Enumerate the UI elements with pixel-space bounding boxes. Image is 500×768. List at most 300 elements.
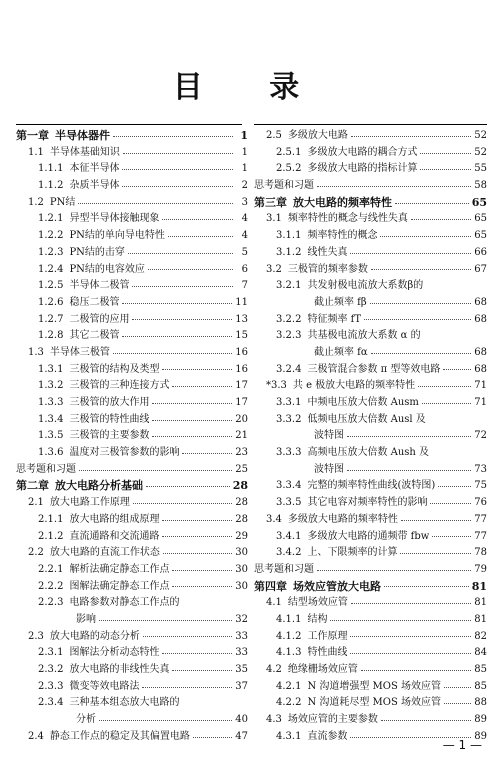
toc-leader-dots xyxy=(162,653,232,654)
toc-leader-dots xyxy=(78,203,233,204)
toc-entry-title: PN结 xyxy=(49,196,76,208)
toc-leader-dots xyxy=(142,687,232,688)
toc-entry-page: 77 xyxy=(474,513,487,525)
toc-entry-title: PN结的单向导电特性 xyxy=(69,230,165,242)
toc-entry-page: 15 xyxy=(235,330,248,342)
toc-leader-dots xyxy=(350,636,471,637)
left-top-rule xyxy=(16,124,242,125)
toc-entry-title: 特征频率 fT xyxy=(307,313,362,325)
toc-entry[interactable] xyxy=(254,312,487,329)
toc-leader-dots xyxy=(99,620,232,621)
toc-leader-dots xyxy=(351,603,471,604)
toc-entry-title: 多级放大电路 xyxy=(287,130,348,141)
toc-entry-page: 55 xyxy=(474,163,487,175)
toc-entry[interactable] xyxy=(16,245,248,262)
toc-entry-number: 3.2.2 xyxy=(276,313,302,325)
toc-entry-page: 4 xyxy=(241,230,248,242)
toc-entry-page: 68 xyxy=(474,296,487,308)
toc-entry-number: 2.1.1 xyxy=(38,513,64,525)
toc-leader-dots xyxy=(152,420,232,421)
toc-entry-page: 23 xyxy=(235,447,248,459)
toc-entry-title: 场效应管放大电路 xyxy=(293,579,381,593)
toc-entry-page: 30 xyxy=(235,563,248,575)
toc-entry-title: 场效应管的主要参数 xyxy=(287,714,378,726)
toc-entry-number: 1.2.2 xyxy=(38,230,64,242)
toc-entry[interactable] xyxy=(254,145,487,162)
toc-entry[interactable] xyxy=(254,395,487,412)
toc-entry[interactable] xyxy=(254,579,487,596)
toc-entry-number: 3.1.1 xyxy=(276,230,302,242)
toc-leader-dots xyxy=(133,503,232,504)
toc-entry[interactable] xyxy=(16,428,248,445)
toc-leader-dots xyxy=(162,219,233,220)
toc-leader-dots xyxy=(361,670,471,671)
toc-entry-title: 放大电路分析基础 xyxy=(55,479,143,493)
toc-entry[interactable] xyxy=(16,145,248,162)
toc-entry[interactable] xyxy=(254,512,487,529)
toc-entry-title: 完整的频率特性曲线(波特图) xyxy=(307,480,436,492)
toc-entry[interactable] xyxy=(16,695,248,712)
toc-leader-dots xyxy=(420,169,471,170)
toc-entry-title: 绝缘栅场效应管 xyxy=(287,664,358,675)
toc-entry[interactable] xyxy=(254,595,487,612)
toc-entry-number: 3.4 xyxy=(266,513,282,525)
toc-entry[interactable] xyxy=(16,328,248,345)
toc-entry-title: 图解法确定静态工作点 xyxy=(69,580,170,592)
toc-entry[interactable] xyxy=(16,278,248,295)
toc-entry-page: 73 xyxy=(474,463,487,475)
toc-entry-page: 52 xyxy=(474,130,487,141)
toc-entry-title: 稳压二极管 xyxy=(69,296,120,308)
toc-entry-number: 第三章 xyxy=(254,195,287,209)
toc-entry-page: 65 xyxy=(474,213,487,225)
toc-entry-title: 直流通路和交流通路 xyxy=(69,530,160,542)
toc-entry[interactable] xyxy=(16,562,248,579)
toc-entry-number: 4.2.1 xyxy=(276,680,302,692)
toc-entry[interactable] xyxy=(254,228,487,245)
toc-entry-page: 76 xyxy=(474,497,487,509)
toc-entry-page: 29 xyxy=(235,530,248,542)
toc-leader-dots xyxy=(132,286,233,287)
toc-entry-page: 37 xyxy=(235,680,248,692)
toc-entry-number: 2.5.1 xyxy=(276,146,302,158)
toc-entry-title: 多级放大电路的指标计算 xyxy=(307,163,418,175)
toc-entry-title: 频率特性的概念 xyxy=(307,230,378,242)
toc-entry[interactable] xyxy=(254,278,487,295)
toc-entry-title: 解析法确定静态工作点 xyxy=(69,563,170,575)
toc-entry-page: 28 xyxy=(235,513,248,525)
toc-leader-dots xyxy=(172,586,232,587)
toc-leader-dots xyxy=(193,737,232,738)
toc-leader-dots xyxy=(99,720,232,721)
toc-entry[interactable] xyxy=(254,128,487,145)
toc-leader-dots xyxy=(350,653,471,654)
toc-entry[interactable] xyxy=(254,629,487,646)
toc-entry[interactable] xyxy=(16,579,248,596)
toc-entry-number: 1.3.2 xyxy=(38,380,64,392)
toc-leader-dots xyxy=(330,620,471,621)
toc-entry-title: 其它电容对频率特性的影响 xyxy=(307,497,428,509)
toc-entry[interactable] xyxy=(16,495,248,512)
toc-entry-title: 三种基本组态放大电路的 xyxy=(69,697,180,709)
toc-leader-dots xyxy=(351,136,471,137)
toc-entry-page: 52 xyxy=(474,146,487,158)
toc-leader-dots xyxy=(172,570,232,571)
toc-entry-title: 杂质半导体 xyxy=(69,180,120,192)
toc-leader-dots xyxy=(168,236,233,237)
toc-entry[interactable] xyxy=(16,161,248,178)
toc-entry-number: 1.3.4 xyxy=(38,413,64,425)
toc-entry[interactable] xyxy=(16,211,248,228)
toc-entry-page: 17 xyxy=(235,397,248,408)
toc-entry-title: 放大电路的动态分析 xyxy=(49,630,140,642)
toc-entry[interactable] xyxy=(16,262,248,279)
toc-entry-number: 2.3.1 xyxy=(38,647,64,659)
toc-entry-title: 思考题和习题 xyxy=(254,563,314,575)
toc-leader-dots xyxy=(444,703,471,704)
toc-entry[interactable] xyxy=(254,161,487,178)
toc-entry-number: 1.3.1 xyxy=(38,363,64,375)
toc-entry[interactable] xyxy=(16,128,248,145)
toc-entry-page: 89 xyxy=(474,730,487,742)
toc-leader-dots xyxy=(113,136,233,137)
toc-entry-number: 3.2.3 xyxy=(276,330,302,342)
toc-entry-page: 21 xyxy=(235,430,248,442)
toc-leader-dots xyxy=(364,319,471,320)
toc-entry-page: 13 xyxy=(235,313,248,325)
toc-entry[interactable] xyxy=(254,362,487,379)
toc-entry[interactable] xyxy=(16,629,248,646)
toc-entry-title: 影响 xyxy=(76,613,96,625)
toc-entry-page: 40 xyxy=(235,714,248,726)
toc-entry[interactable] xyxy=(254,695,487,712)
toc-entry[interactable] xyxy=(16,645,248,662)
toc-entry-page: 16 xyxy=(235,363,248,375)
toc-entry-page: 79 xyxy=(474,563,487,575)
toc-entry-number: 1.1.1 xyxy=(38,163,64,175)
toc-entry[interactable] xyxy=(16,462,248,479)
toc-entry-title: 本征半导体 xyxy=(69,163,120,175)
toc-entry[interactable] xyxy=(254,529,487,546)
toc-entry-title: 高频电压放大倍数 Aush 及 xyxy=(307,447,430,459)
toc-leader-dots xyxy=(152,403,232,404)
toc-leader-dots xyxy=(162,520,232,521)
toc-entry-number: 2.1 xyxy=(28,497,44,509)
toc-leader-dots xyxy=(143,636,232,637)
toc-leader-dots xyxy=(438,486,471,487)
toc-entry-title: 工作原理 xyxy=(307,630,348,642)
toc-leader-dots xyxy=(384,586,469,587)
toc-entry-page: 35 xyxy=(235,664,248,675)
toc-entry[interactable] xyxy=(16,362,248,379)
toc-entry[interactable] xyxy=(254,445,487,462)
toc-entry[interactable] xyxy=(16,679,248,696)
toc-entry-number: 2.2.2 xyxy=(38,580,64,592)
toc-entry-number: 3.3.3 xyxy=(276,447,302,459)
toc-entry-number: 1.1.2 xyxy=(38,180,64,192)
toc-entry-title: PN结的电容效应 xyxy=(69,263,145,275)
toc-leader-dots xyxy=(113,353,232,354)
toc-leader-dots xyxy=(443,369,471,370)
toc-entry-number: 3.2.4 xyxy=(276,363,302,375)
toc-entry-title: 上、下限频率的计算 xyxy=(307,547,398,559)
toc-entry-page: 30 xyxy=(235,580,248,592)
toc-entry-page: 68 xyxy=(474,346,487,358)
toc-entry-page: 65 xyxy=(471,195,487,209)
toc-entry[interactable] xyxy=(16,529,248,546)
toc-leader-dots xyxy=(79,470,232,471)
toc-entry-number: 4.3.1 xyxy=(276,730,302,742)
toc-entry-title: 低频电压放大倍数 Ausl 及 xyxy=(307,413,426,425)
toc-entry-number: 1.1 xyxy=(28,146,44,158)
toc-entry[interactable] xyxy=(16,345,248,362)
toc-entry-page: 7 xyxy=(241,280,248,292)
toc-entry-page: 72 xyxy=(474,430,487,442)
toc-entry[interactable] xyxy=(254,462,487,479)
toc-leader-dots xyxy=(162,369,232,370)
toc-entry-number: 2.3 xyxy=(28,630,44,642)
toc-entry-title: 三极管的结构及类型 xyxy=(69,363,160,375)
toc-entry[interactable] xyxy=(254,428,487,445)
toc-entry-number: 3.1.2 xyxy=(276,246,302,258)
toc-entry-title: 结型场效应管 xyxy=(287,597,348,609)
toc-entry[interactable] xyxy=(254,211,487,228)
toc-entry-number: 1.2 xyxy=(28,196,44,208)
toc-entry-title: 放大电路的直流工作状态 xyxy=(49,547,160,559)
toc-entry-title: 波特图 xyxy=(314,463,344,475)
toc-entry[interactable] xyxy=(254,378,487,395)
toc-entry-page: 1 xyxy=(241,163,248,175)
toc-leader-dots xyxy=(422,403,471,404)
toc-entry-page: 33 xyxy=(235,630,248,642)
toc-entry-title: N 沟道耗尽型 MOS 场效应管 xyxy=(307,697,442,709)
toc-entry-title: 温度对三极管参数的影响 xyxy=(69,447,180,459)
toc-entry[interactable] xyxy=(16,312,248,329)
toc-entry-title: 三极管的三种连接方式 xyxy=(69,380,170,392)
toc-entry-title: 放大电路工作原理 xyxy=(49,497,130,509)
toc-leader-dots xyxy=(163,553,232,554)
toc-entry-number: 3.1 xyxy=(266,213,282,225)
toc-entry-title: 微变等效电路法 xyxy=(69,680,140,692)
toc-leader-dots xyxy=(122,169,233,170)
toc-leader-dots xyxy=(123,153,233,154)
toc-leader-dots xyxy=(317,570,471,571)
toc-leader-dots xyxy=(395,203,469,204)
toc-entry[interactable] xyxy=(16,295,248,312)
toc-leader-dots xyxy=(172,670,232,671)
toc-entry-title: 截止频率 fβ xyxy=(314,296,367,308)
toc-leader-dots xyxy=(128,253,233,254)
toc-entry-number: 2.2.3 xyxy=(38,597,64,609)
toc-entry-page: 47 xyxy=(235,730,248,742)
toc-entry-number: 2.2 xyxy=(28,547,44,559)
toc-entry-page: 28 xyxy=(235,497,248,509)
toc-entry-page: 11 xyxy=(235,296,248,308)
toc-entry-title: 放大电路的非线性失真 xyxy=(69,664,170,675)
toc-leader-dots xyxy=(347,436,471,437)
toc-entry[interactable] xyxy=(16,178,248,195)
toc-entry-number: 2.2.1 xyxy=(38,563,64,575)
toc-entry-page: 68 xyxy=(474,313,487,325)
toc-leader-dots xyxy=(418,386,471,387)
toc-entry[interactable] xyxy=(16,395,248,412)
toc-entry-title: 多级放大电路的通频带 fbw xyxy=(307,530,430,542)
toc-entry-title: 共发射极电流放大系数β的 xyxy=(307,280,424,292)
toc-entry-page: 4 xyxy=(241,213,248,225)
toc-entry-title: 截止频率 fα xyxy=(314,346,368,358)
toc-entry-number: 1.3.5 xyxy=(38,430,64,442)
toc-entry[interactable] xyxy=(254,328,487,345)
toc-entry-page: 33 xyxy=(235,647,248,659)
toc-entry[interactable] xyxy=(16,595,248,612)
toc-entry-page: 78 xyxy=(474,547,487,559)
toc-entry[interactable] xyxy=(254,262,487,279)
toc-entry-page: 16 xyxy=(235,346,248,358)
toc-entry[interactable] xyxy=(254,545,487,562)
toc-entry-title: 思考题和习题 xyxy=(16,463,76,475)
toc-leader-dots xyxy=(350,253,471,254)
toc-leader-dots xyxy=(381,720,471,721)
toc-entry-page: 17 xyxy=(235,380,248,392)
toc-entry-number: 3.4.2 xyxy=(276,547,302,559)
toc-entry-title: 放大电路的频率特性 xyxy=(293,195,392,209)
toc-entry-page: 20 xyxy=(235,413,248,425)
toc-entry-page: 3 xyxy=(241,196,248,208)
toc-leader-dots xyxy=(152,436,232,437)
toc-leader-dots xyxy=(146,486,230,487)
toc-entry[interactable] xyxy=(254,345,487,362)
toc-left-column xyxy=(16,128,248,745)
toc-leader-dots xyxy=(132,319,232,320)
toc-entry-title: 半导体基础知识 xyxy=(49,146,120,158)
toc-entry[interactable] xyxy=(254,712,487,729)
toc-leader-dots xyxy=(411,219,471,220)
toc-entry-title: 图解法分析动态特性 xyxy=(69,647,160,659)
toc-entry[interactable] xyxy=(16,412,248,429)
toc-entry-page: 85 xyxy=(474,664,487,675)
toc-entry[interactable] xyxy=(254,495,487,512)
toc-entry-title: 共 e 极放大电路的频率特性 xyxy=(292,380,416,392)
toc-entry-title: 线性失真 xyxy=(307,246,348,258)
toc-entry-title: 其它二极管 xyxy=(69,330,120,342)
toc-entry-page: 25 xyxy=(235,463,248,475)
toc-entry[interactable] xyxy=(254,478,487,495)
toc-entry-number: 2.3.4 xyxy=(38,697,64,709)
toc-entry[interactable] xyxy=(254,645,487,662)
toc-entry-number: 1.2.4 xyxy=(38,263,64,275)
toc-entry-number: 4.1.1 xyxy=(276,613,302,625)
toc-entry-number: 3.2.1 xyxy=(276,280,302,292)
toc-entry-title: 共基极电流放大系数 α 的 xyxy=(307,330,421,342)
toc-entry-number: 1.2.1 xyxy=(38,213,64,225)
toc-leader-dots xyxy=(420,153,471,154)
toc-entry-page: 67 xyxy=(474,263,487,275)
toc-entry-number: 3.3.1 xyxy=(276,397,302,408)
toc-entry[interactable] xyxy=(254,679,487,696)
toc-entry-title: 三极管的特性曲线 xyxy=(69,413,150,425)
toc-leader-dots xyxy=(400,553,471,554)
toc-entry-title: 三极管的频率参数 xyxy=(287,263,368,275)
toc-entry-number: 3.3.2 xyxy=(276,413,302,425)
toc-entry-page: 81 xyxy=(474,613,487,625)
toc-entry[interactable] xyxy=(16,612,248,629)
toc-entry-number: *3.3 xyxy=(266,380,287,392)
toc-leader-dots xyxy=(444,687,471,688)
toc-entry-number: 第二章 xyxy=(16,479,49,493)
toc-entry-number: 4.2 xyxy=(266,664,282,675)
toc-entry-title: 半导体器件 xyxy=(55,129,110,142)
toc-entry[interactable] xyxy=(254,412,487,429)
toc-entry[interactable] xyxy=(254,245,487,262)
toc-entry-number: 2.4 xyxy=(28,730,44,742)
toc-entry-title: 半导体三极管 xyxy=(49,346,110,358)
toc-entry[interactable] xyxy=(254,295,487,312)
toc-entry[interactable] xyxy=(16,228,248,245)
toc-entry-number: 1.2.6 xyxy=(38,296,64,308)
toc-entry[interactable] xyxy=(16,662,248,679)
toc-leader-dots xyxy=(172,386,232,387)
toc-entry[interactable] xyxy=(254,662,487,679)
toc-entry-page: 89 xyxy=(474,714,487,726)
toc-entry-page: 68 xyxy=(474,363,487,375)
toc-entry-title: 特性曲线 xyxy=(307,647,348,659)
toc-entry-title: 异型半导体接触现象 xyxy=(69,213,160,225)
toc-entry[interactable] xyxy=(254,612,487,629)
toc-entry[interactable] xyxy=(16,512,248,529)
toc-entry-page: 81 xyxy=(471,579,487,593)
toc-entry[interactable] xyxy=(16,378,248,395)
page-title: 目 录 xyxy=(172,70,328,105)
toc-entry-title: 直流参数 xyxy=(307,730,348,742)
toc-leader-dots xyxy=(122,303,232,304)
toc-entry[interactable] xyxy=(254,178,487,195)
toc-entry-number: 1.3 xyxy=(28,346,44,358)
toc-entry-page: 88 xyxy=(474,697,487,709)
toc-entry-title: 三极管混合参数 π 型等效电路 xyxy=(307,363,441,375)
toc-entry-number: 4.1 xyxy=(266,597,282,609)
toc-leader-dots xyxy=(122,336,232,337)
toc-entry-number: 1.3.3 xyxy=(38,397,64,408)
toc-leader-dots xyxy=(371,353,472,354)
toc-leader-dots xyxy=(162,536,232,537)
toc-entry-title: 中频电压放大倍数 Ausm xyxy=(307,397,419,408)
toc-right-column xyxy=(254,128,487,745)
toc-entry-title: 思考题和习题 xyxy=(254,180,314,192)
toc-entry-page: 1 xyxy=(240,129,248,142)
toc-leader-dots xyxy=(380,236,471,237)
toc-entry-title: 多级放大电路的耦合方式 xyxy=(307,146,418,158)
toc-entry[interactable] xyxy=(16,545,248,562)
toc-entry[interactable] xyxy=(16,195,248,212)
toc-leader-dots xyxy=(401,520,471,521)
toc-entry-page: 82 xyxy=(474,630,487,642)
toc-entry-title: 分析 xyxy=(76,714,96,726)
toc-entry-number: 3.2 xyxy=(266,263,282,275)
toc-entry[interactable] xyxy=(16,712,248,729)
toc-entry[interactable] xyxy=(16,445,248,462)
toc-entry-number: 第一章 xyxy=(16,129,49,142)
toc-entry[interactable] xyxy=(254,562,487,579)
toc-entry-title: PN结的击穿 xyxy=(69,246,125,258)
toc-entry-title: 结构 xyxy=(307,613,328,625)
toc-entry-page: 75 xyxy=(474,480,487,492)
toc-entry[interactable] xyxy=(254,195,487,212)
toc-entry-number: 1.2.8 xyxy=(38,330,64,342)
toc-entry[interactable] xyxy=(16,478,248,495)
toc-entry[interactable] xyxy=(16,729,248,746)
toc-entry-title: 多级放大电路的频率特性 xyxy=(287,513,398,525)
toc-entry-page: 58 xyxy=(474,180,487,192)
